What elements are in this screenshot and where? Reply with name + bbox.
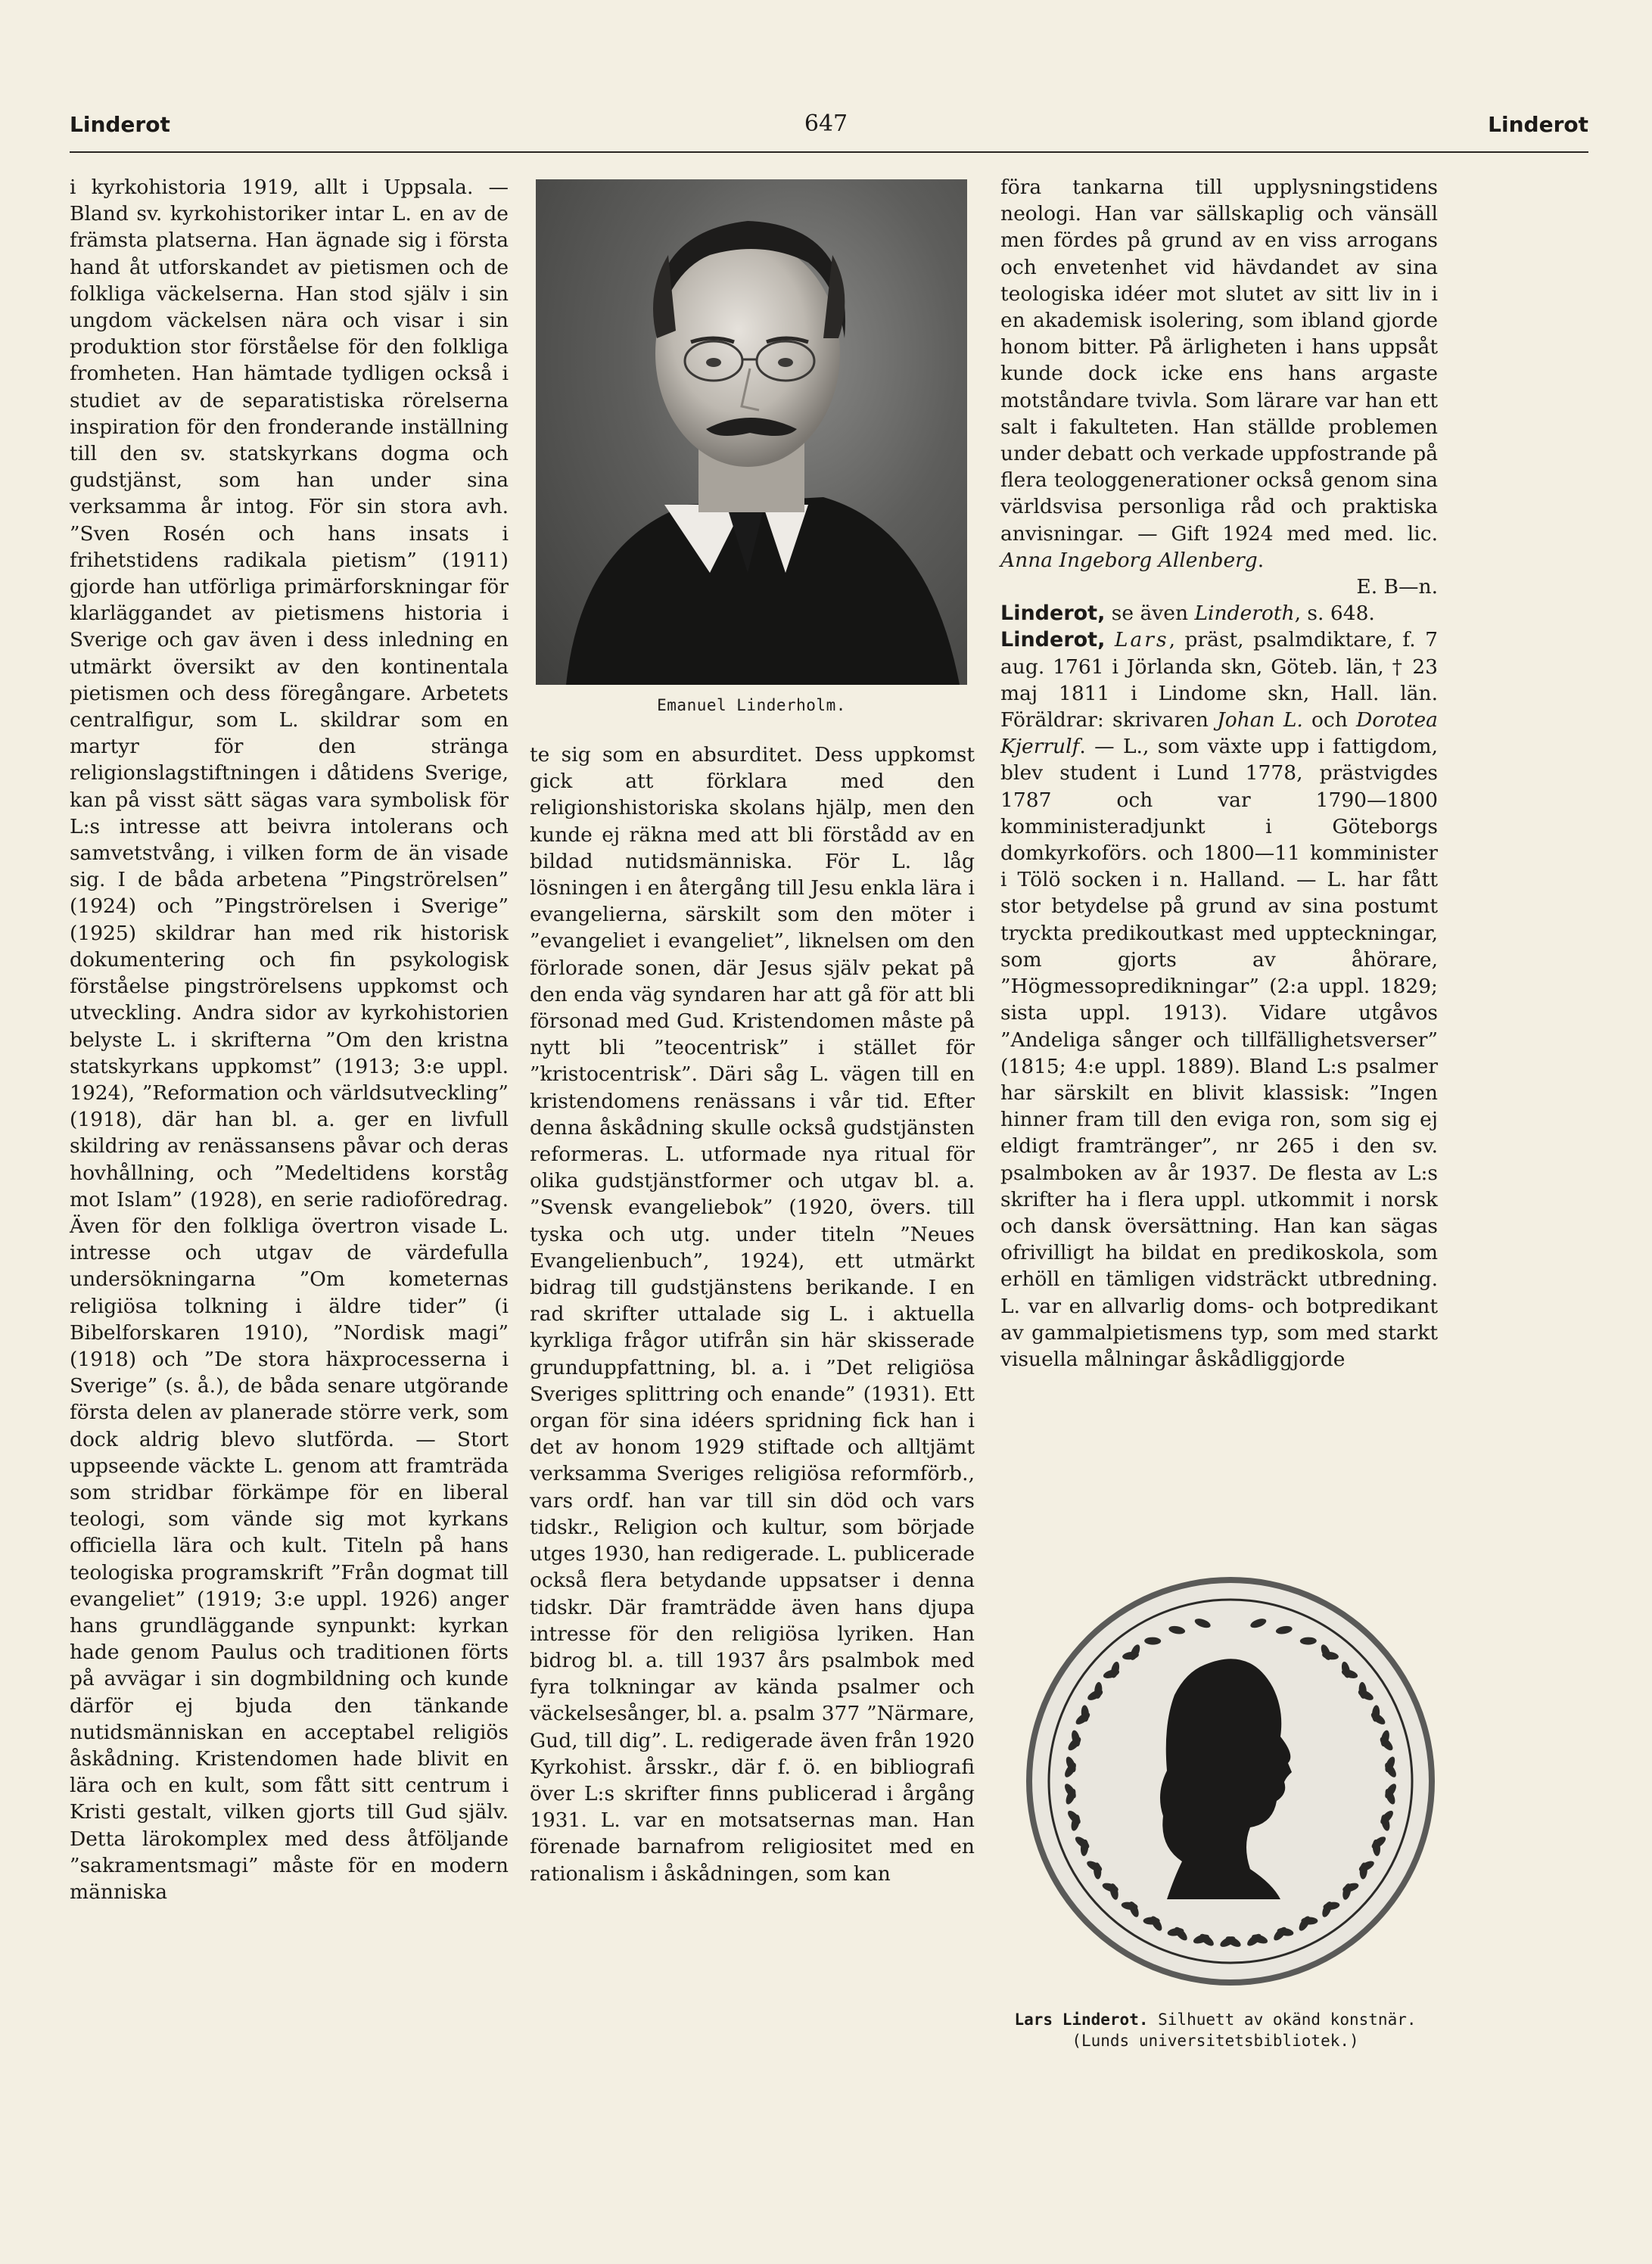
- silhouette-caption-line2: (Lunds universitetsbibliotek.): [1072, 2032, 1359, 2050]
- cross-reference-page: , s. 648.: [1294, 602, 1375, 626]
- text-column-1: [70, 174, 509, 2096]
- column3-text: , präst, psalmdiktare, f. 7 aug. 1761 i Jörlanda skn, Göteb. län, † 23 maj 1811 i Lindome skn, Hall. län. Föräldrar: skrivaren: [1000, 628, 1438, 732]
- column3-text: . — L., som växte upp i fattigdom, blev student i Lund 1778, prästvigdes 1787 och var 1790—1800 komministeradjunkt i Göteborgs domkyrkoförs. och 1800—11 komminister i Tölö socken i n. Halland. — L. har fått stor betydelse på grund av sina postumt tryckta predikoutkast med uppteckningar, som gjorts av åhörare, ”Högmessopredikningar” (2:a uppl. 1829; sista uppl. 1913). Vidare utgåvos ”Andeliga sånger och tillfällighetsverser” (1815; 4:e uppl. 1889). Bland L:s psalmer har särskilt en blivit klassisk: ”Ingen hinner fram till den eviga ron, som sig ej eldigt framtränger”, nr 265 i den sv. psalmboken av år 1937. De flesta av L:s skrifter ha i flera uppl. utkommit i norsk och dansk översättning. Han kan sägas ofrivilligt ha bildat en predikoskola, som erhöll en tämligen vidsträckt utbredning. L. var en allvarlig doms- och botpredikant av gammalpietismens typ, som med starkt visuella målningar åskådliggjorde: [1000, 735, 1438, 1371]
- column1-paragraph: i kyrkohistoria 1919, allt i Uppsala. — Bland sv. kyrkohistoriker intar L. en av de främsta platserna. Han ägnade sig i första hand åt utforskandet av pietismen och de folkliga väckelserna. Han stod själv i sin ungdom väckelsen nära och visar i sin produktion stor förståelse för den folkliga fromheten. Han hämtade tydligen också i studiet av de separatistiska rörelserna inspiration för den fronderande inställning till den sv. statskyrkans dogma och gudstjänst, som han under sina verksamma år intog. För sin stora avh. ”Sven Rosén och hans insats i frihetstidens radikala pietism” (1911) gjorde han utförliga primärforskningar för klarläggandet av pietismens historia i Sverige och gav även i dess inledning en utmärkt översikt av den kontinentala pietismen och dess föregångare. Arbetets centralfigur, som L. skildrar som en martyr för den stränga religionslagstiftningen i dåtidens Sverige, kan på visst sätt sägas vara symbolisk för L:s intresse att beivra intolerans och samvetstvång, i vilken form de än visade sig. I de båda arbetena ”Pingströrelsen” (1924) och ”Pingströrelsen i Sverige” (1925) skildrar han med rik historisk dokumentering och fin psykologisk förståelse pingströrelsens uppkomst och utveckling. Andra sidor av kyrkohistorien belyste L. i skrifterna ”Om den kristna statskyrkans uppkomst” (1913; 3:e uppl. 1924), ”Reformation och världsutveckling” (1918), där han bl. a. ger en livfull skildring av renässansens påvar och deras hovhållning, och ”Medeltidens korståg mot Islam” (1928), en serie radioföredrag. Även för den folkliga övertron visade L. intresse och utgav de värdefulla undersökningarna ”Om kometernas religiösa tolkning i äldre tider” (i Bibelforskaren 1910), ”Nordisk magi” (1918) och ”De stora häxprocesserna i Sverige” (s. å.), de båda senare utgörande första delen av planerade större verk, som dock aldrig blevo slutförda. — Stort uppseende väckte L. genom att framträda som stridbar förkämpe för en liberal teologi, som vände sig mot kyrkans officiella lära och kult. Titeln på hans teologiska programskrift ”Från dogmat till evangeliet” (1919; 3:e uppl. 1926) anger hans grundläggande synpunkt: kyrkan hade genom Paulus och traditionen förts på avvägar i sin dogmbildning och kunde därför ej bjuda den tänkande nutidsmänniskan en acceptabel religiös åskådning. Kristendomen hade blivit en lära och en kult, som fått sitt centrum i Kristi gestalt, vilken gjorts till Gud själv. Detta lärokomplex med dess åtföljande ”sakramentsmagi” måste för en modern människa: [70, 176, 509, 1904]
- given-name: Lars: [1114, 628, 1169, 652]
- silhouette-caption: [988, 2009, 1442, 2051]
- entry-head: Linderot,: [1000, 628, 1106, 652]
- silhouette-caption-line1: [988, 2009, 1442, 2030]
- running-head-left: Linderot: [70, 112, 170, 137]
- column3-text: föra tankarna till upplysningstidens neologi. Han var sällskaplig och vänsäll men fördes på grund av en viss arrogans och envetenhet vid hävdandet av sina teologiska idéer mot slutet av sitt liv in i en akademisk isolering, som ibland gjorde honom bitter. På ärligheten i hans uppsåt kunde dock icke ens hans argaste motståndare tvivla. Som lärare var han ett salt i fakulteten. Han ställde problemen under debatt och verkade uppfostrande på flera teologgenerationer också genom sina världsvisa personliga råd och praktiska anvisningar. — Gift 1924 med med. lic.: [1000, 176, 1438, 546]
- father-name: Johan L.: [1217, 708, 1303, 732]
- entry-lars-linderot: [1000, 627, 1438, 1373]
- caption-name: Lars Linderot.: [1014, 2011, 1149, 2029]
- portrait-image: [536, 179, 967, 685]
- mother-name: Dorotea Kjerrulf: [1000, 708, 1438, 759]
- punctuation: .: [1257, 548, 1265, 572]
- column2-paragraph: te sig som en absurditet. Dess uppkomst gick att förklara med den religionshistoriska skolans hjälp, men den kunde ej räkna med att bli förstådd av en bildad nutidsmänniska. För L. låg lösningen i en återgång till Jesu enkla lära i evangelierna, särskilt som den möter i ”evangeliet i evangeliet”, liknelsen om den förlorade sonen, där Jesus själv pekat på den enda väg syndaren har att gå för att bli försonad med Gud. Kristendomen måste på nytt bli ”teocentrisk” i stället för ”kristocentrisk”. Däri såg L. vägen till en kristendomens renässans i vår tid. Efter denna åskådning skulle också gudstjänsten reformeras. L. utformade nya ritual för olika gudstjänstformer och utgav bl. a. ”Svensk evangeliebok” (1920, övers. till tyska och utg. under titeln ”Neues Evangelienbuch”, 1924), ett utmärkt bidrag till gudstjänstens berikande. I en rad skrifter uttalade sig L. i aktuella kyrkliga frågor utifrån sin här skisserade grunduppfattning, bl. a. i ”Det religiösa Sveriges splittring och enande” (1931). Ett organ för sina idéers spridning fick han i det av honom 1929 stiftade och alltjämt verksamma Sveriges religiösa reformförb., vars ordf. han var till sin död och vars tidskr., Religion och kultur, som började utges 1930, han redigerade. L. publicerade också flera betydande uppsatser i denna tidskr. Där framträdde även hans djupa intresse för den religiösa lyriken. Han bidrog bl. a. till 1937 års psalmbok med fyra tolkningar av kända psalmer och väckelsesånger, bl. a. psalm 377 ”Närmare, Gud, till dig”. L. redigerade även från 1920 Kyrkohist. årsskr., där f. ö. en bibliografi över L:s skrifter finns publicerad i årgång 1931. L. var en motsatsernas man. Han förenade barnafrom religiositet med en rationalism i åskådningen, som kan: [530, 743, 975, 1886]
- entry-head: Linderot,: [1000, 602, 1106, 626]
- silhouette-image-lars-linderot: [1023, 1574, 1438, 1989]
- portrait-photo-emanuel-linderholm: [536, 179, 967, 685]
- portrait-caption: Emanuel Linderholm.: [657, 696, 846, 714]
- page-number: 647: [804, 110, 848, 137]
- author-signature: E. B—n.: [1356, 575, 1438, 599]
- cross-reference-text: se även: [1105, 602, 1195, 626]
- cross-reference-entry: [1000, 600, 1438, 627]
- caption-text: Silhuett av okänd konstnär.: [1148, 2011, 1417, 2029]
- spouse-name: Anna Ingeborg Allenberg: [1000, 548, 1258, 572]
- silhouette-medallion: [1023, 1574, 1438, 1989]
- text-column-3: [1000, 174, 1438, 1371]
- cross-reference-target: Linderoth: [1194, 602, 1295, 626]
- text-column-2: [530, 742, 975, 2111]
- running-head-right: Linderot: [1488, 112, 1588, 137]
- header-rule: [70, 151, 1588, 153]
- entry-linderholm-end: [1000, 174, 1438, 574]
- column3-text: och: [1302, 708, 1357, 732]
